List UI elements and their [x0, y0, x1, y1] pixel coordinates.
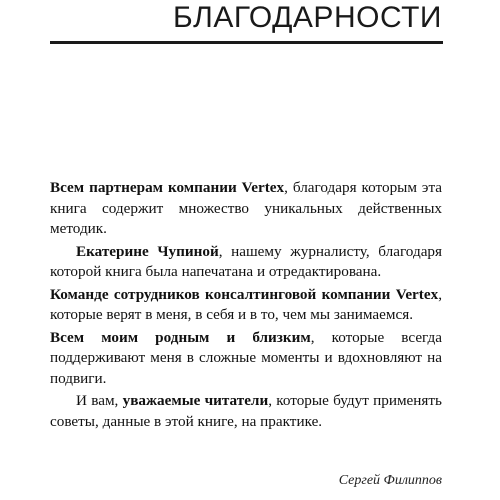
author-signature: Сергей Филиппов — [338, 473, 442, 488]
paragraph-journalist-text: , нашему журналисту, благодаря которой книга была напечатана и отредактирована. — [50, 242, 443, 280]
paragraph-team-text: , которые верят в меня, в себя и в то, чем мы занимаемся. — [50, 285, 442, 323]
paragraph-journalist-bold: Екатерине Чупиной — [76, 242, 219, 260]
paragraph-family-text: , которые всегда поддерживают меня в сложные моменты и вдохновляют на подвиги. — [50, 328, 442, 387]
paragraph-readers-bold: уважаемые читатели — [122, 392, 269, 409]
page-title: БЛАГОДАРНОСТИ — [172, 1, 442, 34]
paragraph-team — [50, 285, 442, 326]
paragraph-partners-bold: Всем партнерам компании Vertex — [50, 179, 285, 196]
paragraph-readers — [50, 391, 442, 432]
paragraph-partners-text: , благодаря которым эта книга содержит множество уникальных действенных методик. — [50, 179, 443, 237]
acknowledgements-body — [50, 178, 442, 434]
paragraph-journalist — [50, 242, 442, 283]
paragraph-partners — [50, 178, 442, 240]
paragraph-team-bold: Команде сотрудников консалтинговой компании Vertex — [50, 285, 439, 303]
paragraph-family — [50, 328, 442, 390]
title-underline — [50, 41, 443, 44]
paragraph-readers-lead: И вам, — [76, 392, 123, 409]
paragraph-family-bold: Всем моим родным и близким — [50, 328, 311, 346]
paragraph-readers-text: , которые будут применять советы, данные в этой книге, на практике. — [50, 392, 442, 430]
